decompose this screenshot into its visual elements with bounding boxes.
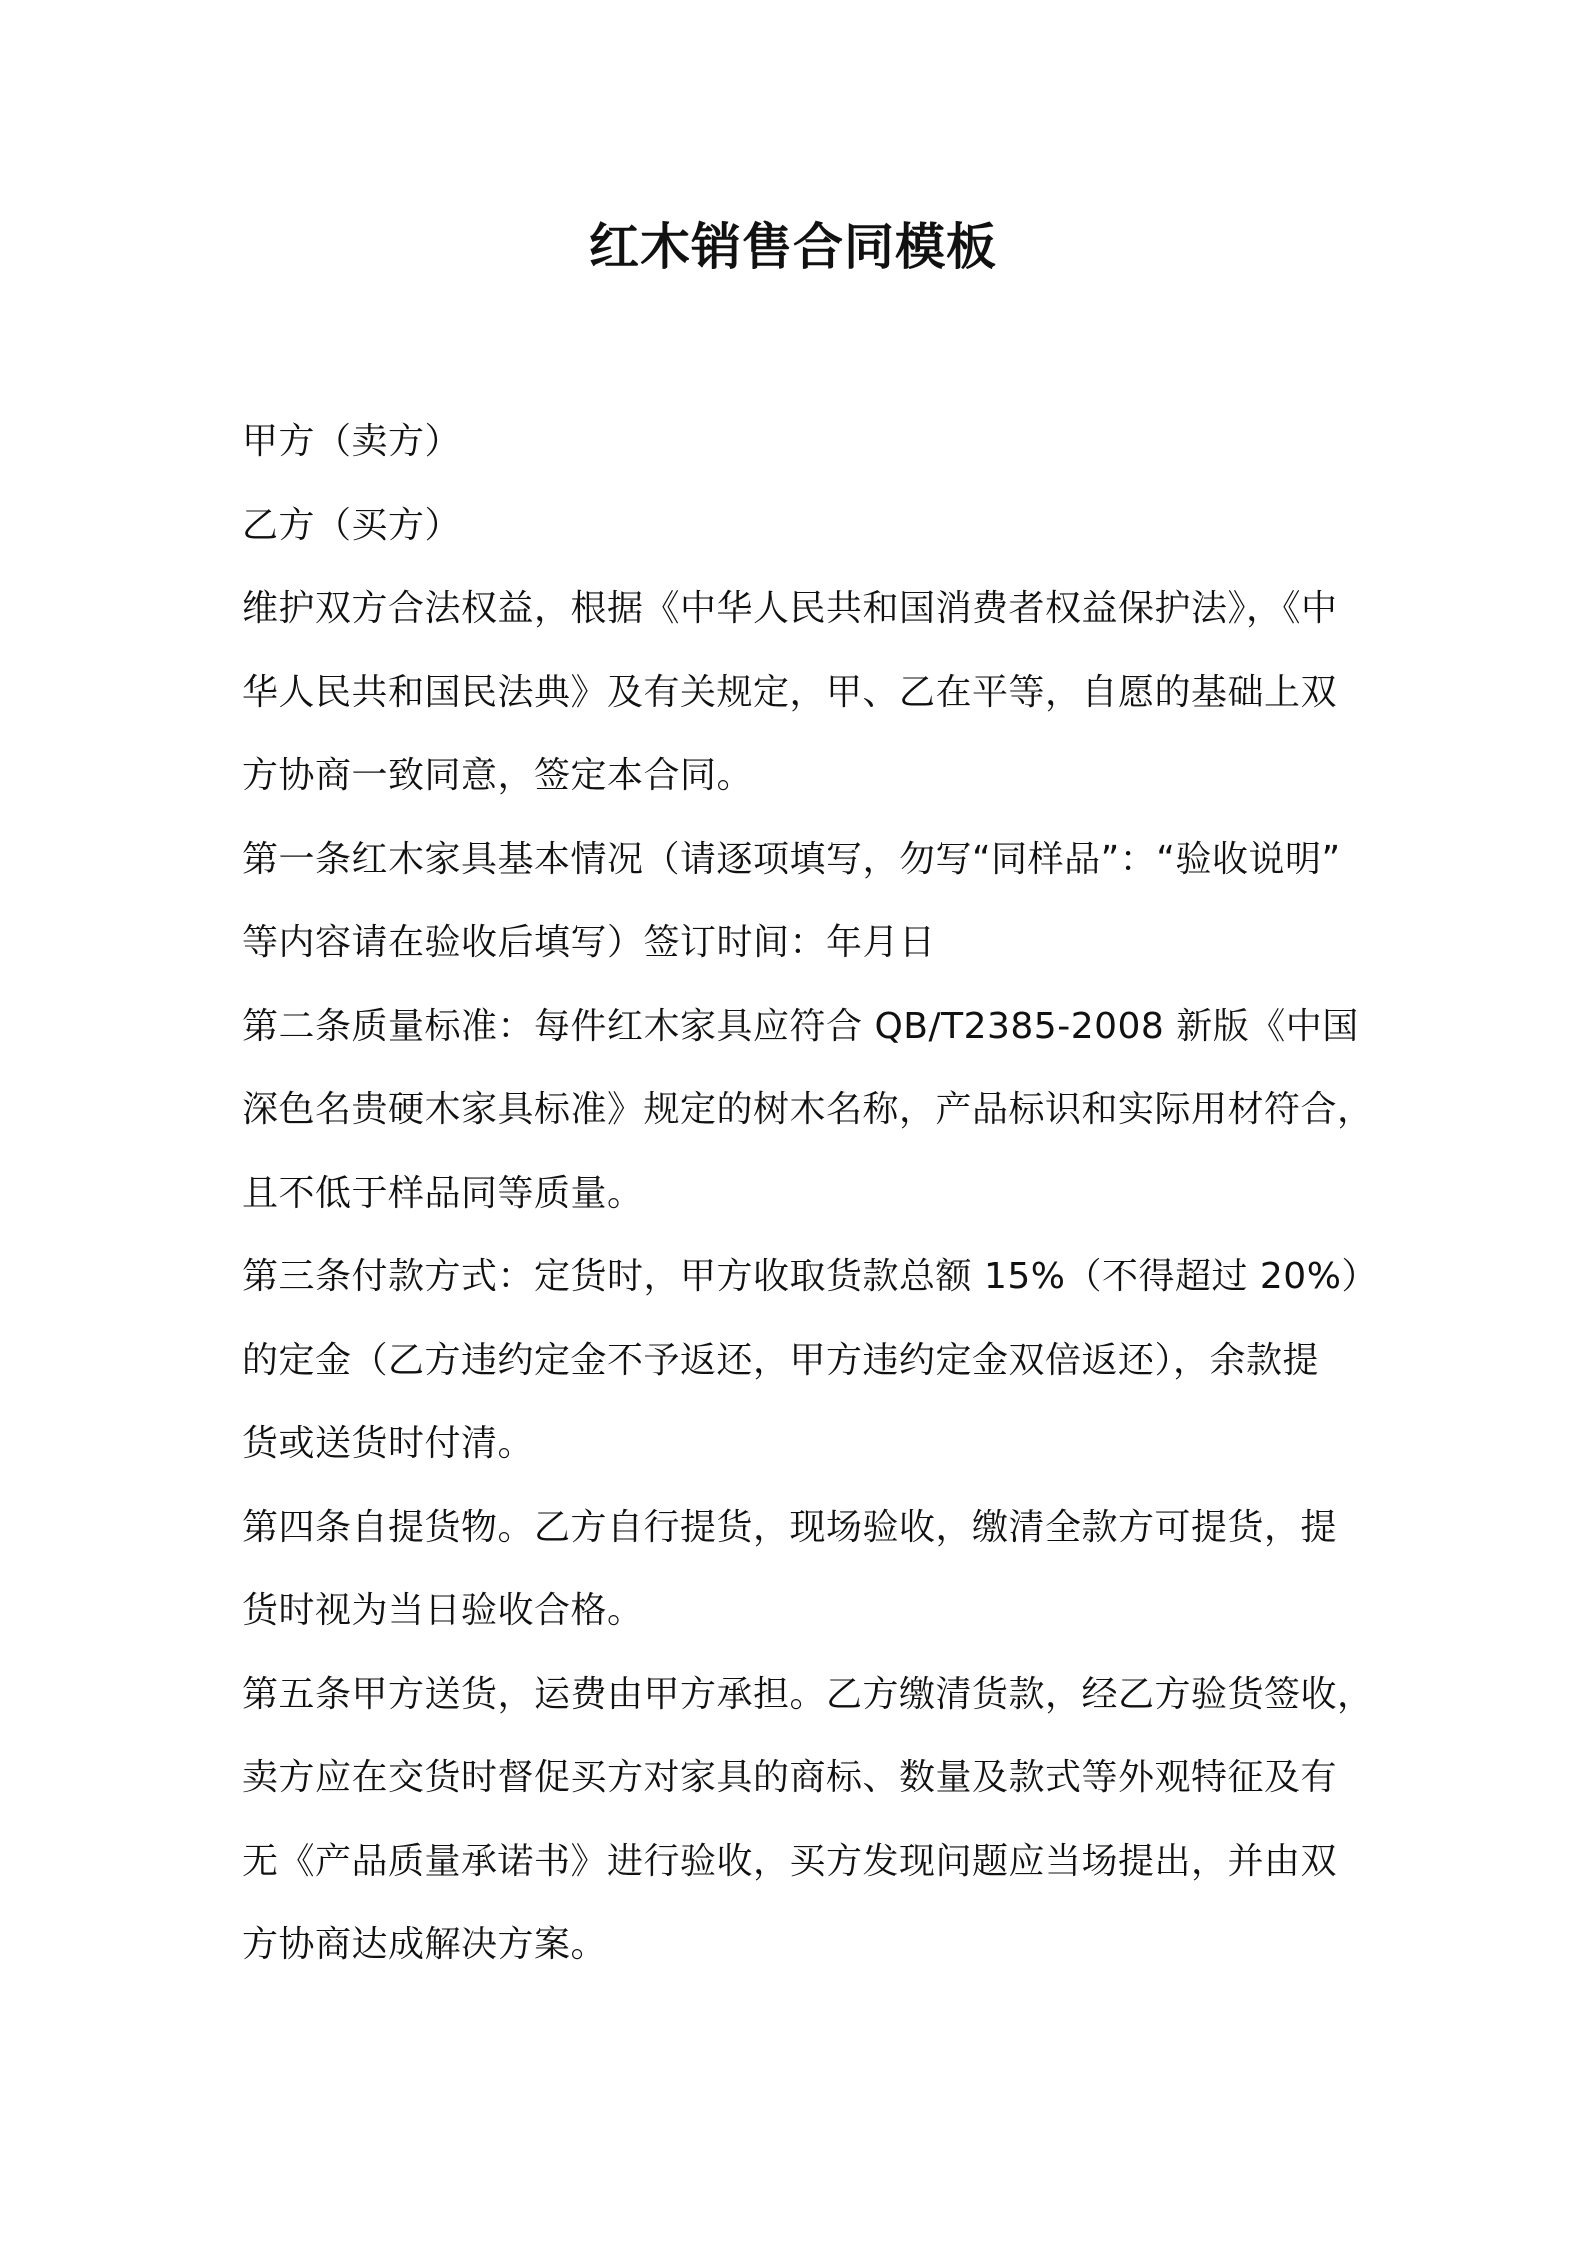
article-5-line: 无《产品质量承诺书》进行验收，买方发现问题应当场提出，并由双 — [242, 1840, 1338, 1882]
article-5-line: 第五条甲方送货，运费由甲方承担。乙方缴清货款，经乙方验货签收， — [242, 1673, 1374, 1715]
preamble-line: 方协商一致同意，签定本合同。 — [242, 755, 754, 796]
article-5-line: 方协商达成解决方案。 — [242, 1924, 608, 1965]
article-3-line: 货或送货时付清。 — [242, 1423, 535, 1464]
party-b-line: 乙方（买方） — [242, 504, 462, 546]
preamble-line: 华人民共和国民法典》及有关规定，甲、乙在平等，自愿的基础上双 — [242, 671, 1338, 713]
article-2-line: 且不低于样品同等质量。 — [242, 1172, 644, 1214]
article-2-line: 深色名贵硬木家具标准》规定的树木名称，产品标识和实际用材符合， — [242, 1089, 1374, 1130]
article-3-line: 第三条付款方式：定货时，甲方收取货款总额 15%（不得超过 20%） — [242, 1256, 1378, 1297]
article-4-line: 第四条自提货物。乙方自行提货，现场验收，缴清全款方可提货，提 — [242, 1506, 1338, 1548]
party-a-line: 甲方（卖方） — [242, 421, 462, 462]
article-4-line: 货时视为当日验收合格。 — [242, 1590, 644, 1631]
article-5-line: 卖方应在交货时督促买方对家具的商标、数量及款式等外观特征及有 — [242, 1757, 1338, 1798]
article-1-line: 等内容请在验收后填写）签订时间：年月日 — [242, 922, 936, 963]
article-3-line: 的定金（乙方违约定金不予返还，甲方违约定金双倍返还），余款提 — [242, 1339, 1320, 1381]
document-title: 红木销售合同模板 — [589, 218, 997, 276]
article-1-line: 第一条红木家具基本情况（请逐项填写，勿写“同样品”：“验收说明” — [242, 838, 1341, 880]
preamble-line: 维护双方合法权益，根据《中华人民共和国消费者权益保护法》，《中 — [242, 588, 1338, 629]
article-2-line: 第二条质量标准：每件红木家具应符合 QB/T2385-2008 新版《中国 — [242, 1005, 1359, 1047]
contract-body — [242, 400, 1378, 1987]
